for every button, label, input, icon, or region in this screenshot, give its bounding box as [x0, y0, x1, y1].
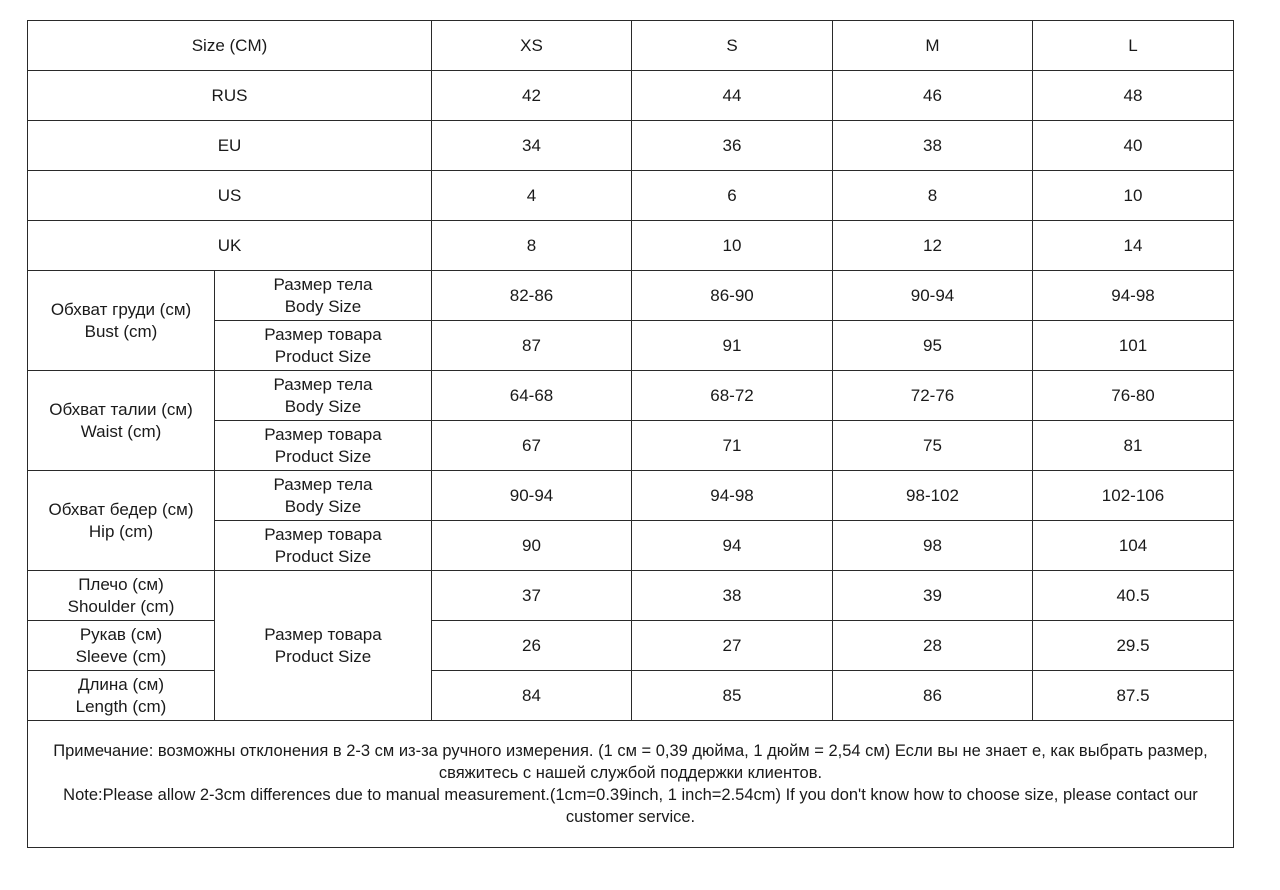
table-row-length: [28, 671, 1234, 721]
table-cell: 102-106: [1033, 471, 1234, 521]
table-cell: 28: [833, 621, 1033, 671]
table-cell: 94-98: [632, 471, 833, 521]
table-cell: 48: [1033, 71, 1234, 121]
row-label: EU: [28, 121, 432, 171]
table-cell: 6: [632, 171, 833, 221]
table-row-sleeve: [28, 621, 1234, 671]
measurement-label-sleeve: Рукав (см) Sleeve (cm): [28, 621, 215, 671]
size-type-body: Размер тела Body Size: [215, 271, 432, 321]
table-cell: 12: [833, 221, 1033, 271]
table-cell: 8: [432, 221, 632, 271]
table-row-hip-body: [28, 471, 1234, 521]
size-s-header: S: [632, 21, 833, 71]
table-cell: 68-72: [632, 371, 833, 421]
table-cell: 44: [632, 71, 833, 121]
size-type-product: Размер товара Product Size: [215, 521, 432, 571]
measurement-label-waist: Обхват талии (см) Waist (cm): [28, 371, 215, 471]
table-cell: 26: [432, 621, 632, 671]
note-row: [28, 721, 1234, 848]
table-row-waist-body: [28, 371, 1234, 421]
table-cell: 37: [432, 571, 632, 621]
measurement-label-shoulder: Плечо (см) Shoulder (cm): [28, 571, 215, 621]
row-label: US: [28, 171, 432, 221]
table-row-eu: [28, 121, 1234, 171]
table-cell: 27: [632, 621, 833, 671]
table-cell: 71: [632, 421, 833, 471]
table-cell: 84: [432, 671, 632, 721]
table-cell: 81: [1033, 421, 1234, 471]
table-cell: 8: [833, 171, 1033, 221]
table-cell: 38: [632, 571, 833, 621]
table-cell: 4: [432, 171, 632, 221]
row-label: RUS: [28, 71, 432, 121]
table-cell: 98-102: [833, 471, 1033, 521]
table-cell: 67: [432, 421, 632, 471]
size-xs-header: XS: [432, 21, 632, 71]
table-cell: 90-94: [833, 271, 1033, 321]
table-cell: 90: [432, 521, 632, 571]
table-cell: 94-98: [1033, 271, 1234, 321]
table-cell: 38: [833, 121, 1033, 171]
size-type-product: Размер товара Product Size: [215, 421, 432, 471]
measurement-note: [28, 721, 1234, 848]
table-row-uk: [28, 221, 1234, 271]
table-row-us: [28, 171, 1234, 221]
note-english: Note:Please allow 2-3cm differences due to manual measurement.(1cm=0.39inch, 1 inch=2.54cm) If you don't know how to choose size, please contact our customer service.: [63, 786, 1198, 826]
table-cell: 46: [833, 71, 1033, 121]
size-type-product: Размер товара Product Size: [215, 321, 432, 371]
table-cell: 87: [432, 321, 632, 371]
measurement-label-length: Длина (см) Length (cm): [28, 671, 215, 721]
header-row: [28, 21, 1234, 71]
table-row-rus: [28, 71, 1234, 121]
table-cell: 10: [1033, 171, 1234, 221]
table-cell: 36: [632, 121, 833, 171]
table-cell: 86-90: [632, 271, 833, 321]
table-cell: 86: [833, 671, 1033, 721]
note-russian: Примечание: возможны отклонения в 2-3 см из-за ручного измерения. (1 см = 0,39 дюйма, 1 дюйм = 2,54 см) Если вы не знает е, как выбрать размер, свяжитесь с нашей службой поддержки клиентов.: [53, 742, 1208, 782]
size-l-header: L: [1033, 21, 1234, 71]
table-cell: 29.5: [1033, 621, 1234, 671]
measurement-label-hip: Обхват бедер (см) Hip (cm): [28, 471, 215, 571]
table-cell: 34: [432, 121, 632, 171]
table-cell: 82-86: [432, 271, 632, 321]
table-cell: 91: [632, 321, 833, 371]
table-cell: 87.5: [1033, 671, 1234, 721]
table-cell: 42: [432, 71, 632, 121]
table-cell: 39: [833, 571, 1033, 621]
size-header-label: Size (CM): [28, 21, 432, 71]
table-cell: 40: [1033, 121, 1234, 171]
size-type-product: Размер товара Product Size: [215, 571, 432, 721]
size-type-body: Размер тела Body Size: [215, 471, 432, 521]
table-cell: 104: [1033, 521, 1234, 571]
table-cell: 10: [632, 221, 833, 271]
row-label: UK: [28, 221, 432, 271]
table-row-bust-body: [28, 271, 1234, 321]
table-cell: 64-68: [432, 371, 632, 421]
size-m-header: M: [833, 21, 1033, 71]
table-cell: 72-76: [833, 371, 1033, 421]
table-cell: 90-94: [432, 471, 632, 521]
table-cell: 95: [833, 321, 1033, 371]
table-row-shoulder: [28, 571, 1234, 621]
table-cell: 101: [1033, 321, 1234, 371]
table-cell: 94: [632, 521, 833, 571]
table-cell: 85: [632, 671, 833, 721]
table-cell: 98: [833, 521, 1033, 571]
table-cell: 76-80: [1033, 371, 1234, 421]
measurement-label-bust: Обхват груди (см) Bust (cm): [28, 271, 215, 371]
table-cell: 14: [1033, 221, 1234, 271]
size-chart-table: [27, 20, 1234, 848]
table-cell: 75: [833, 421, 1033, 471]
size-type-body: Размер тела Body Size: [215, 371, 432, 421]
table-cell: 40.5: [1033, 571, 1234, 621]
